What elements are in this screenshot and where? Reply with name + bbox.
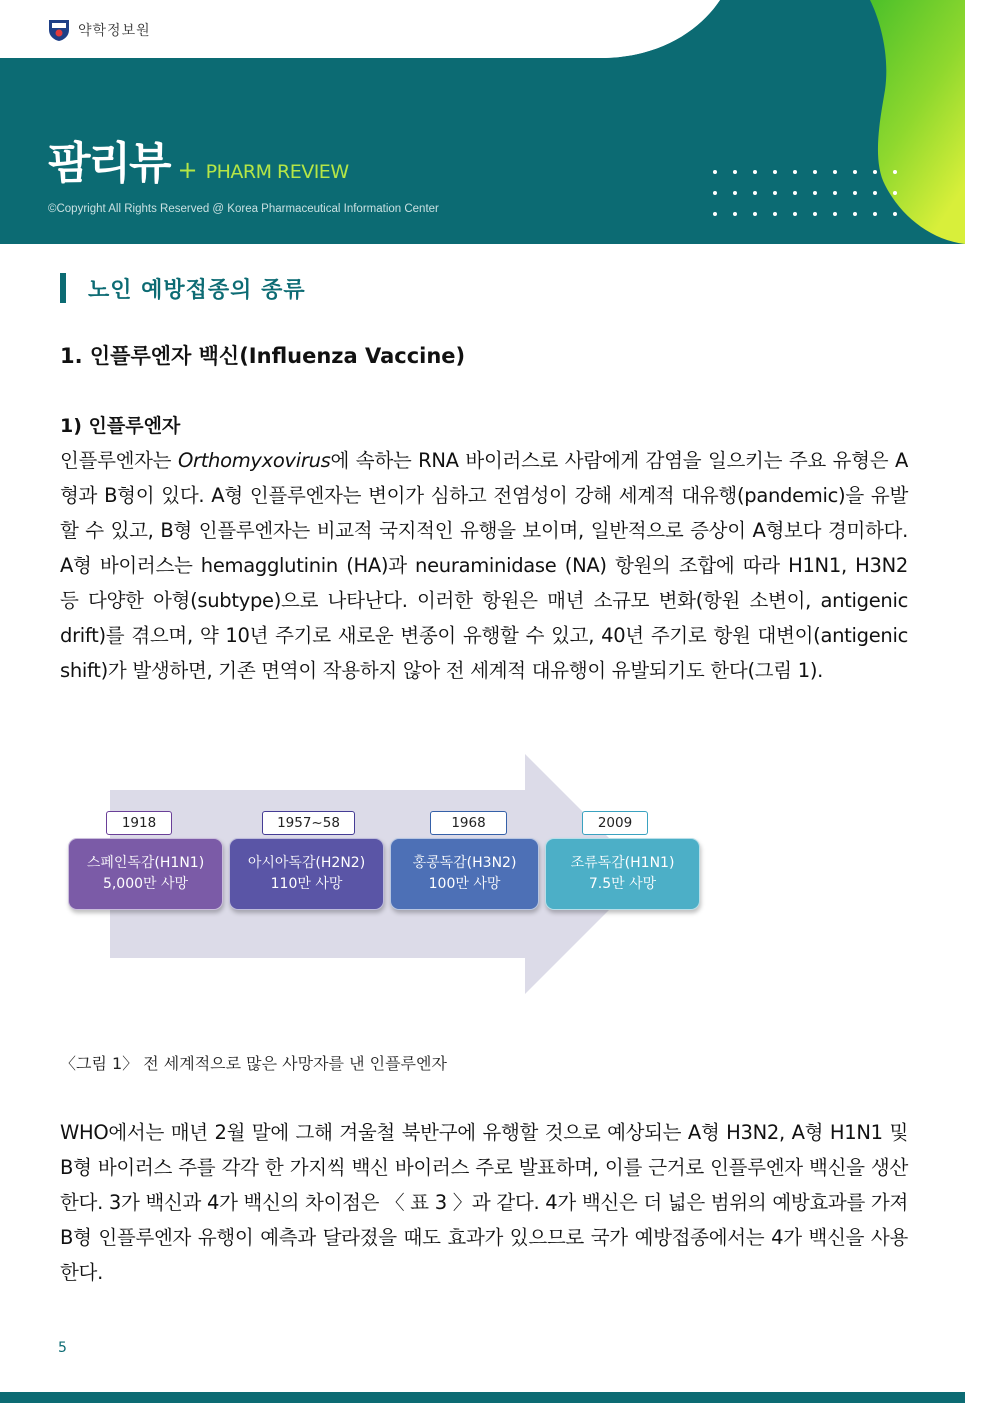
page-number: 5 [58, 1340, 67, 1356]
pandemic-name: 스페인독감(H1N1) [86, 855, 205, 871]
timeline-year-label: 1918 [106, 811, 172, 835]
timeline-year-label: 2009 [582, 811, 648, 835]
brand-plus: + [177, 156, 198, 184]
brand-title: 팜리뷰 [48, 138, 170, 189]
brand-subtitle: PHARM REVIEW [205, 161, 349, 183]
pandemic-event-box [545, 838, 700, 910]
pandemic-death-toll: 110만 사망 [270, 876, 343, 892]
pandemic-timeline-figure [0, 740, 992, 1020]
copyright-notice: ©Copyright All Rights Reserved @ Korea Pharmaceutical Information Center [48, 203, 439, 215]
pandemic-event-box [390, 838, 539, 910]
pandemic-event-box [68, 838, 223, 910]
org-logo [48, 18, 151, 42]
pandemic-death-toll: 7.5만 사망 [588, 876, 657, 892]
page-header [0, 0, 992, 250]
dot-pattern-decoration [711, 168, 911, 224]
subheading-influenza: 1) 인플루엔자 [60, 415, 181, 437]
heading-influenza-vaccine: 1. 인플루엔자 백신(Influenza Vaccine) [60, 344, 466, 368]
paragraph-text-body: 에 속하는 RNA 바이러스로 사람에게 감염을 일으키는 주요 유형은 A형과 B형이 있다. A형 인플루엔자는 변이가 심하고 전염성이 강해 세계적 대유행(pandemic)을 유발할 수 있고, B형 인플루엔자는 비교적 국지적인 유행을 보이며, 일반적으로 증상이 A형보다 경미하다. A형 바이러스는 hemagglutinin (HA)과 neuraminidase (NA) 항원의 조합에 따라 H1N1, H3N2 등 다양한 아형(subtype)으로 나타난다. 이러한 항원은 매년 소규모 변화(항원 소변이, antigenic drift)를 겪으며, 약 10년 주기로 새로운 변종이 유행할 수 있고, 40년 주기로 항원 대변이(antigenic shift)가 발생하면, 기존 면역이 작용하지 않아 전 세계적 대유행이 유발되기도 한다(그림 1). [60, 449, 908, 682]
paragraph-influenza-overview [60, 443, 908, 688]
pandemic-name: 홍콩독감(H3N2) [412, 855, 517, 871]
virus-family-name: Orthomyxovirus [177, 449, 331, 472]
footer-bar [0, 1392, 965, 1403]
publication-brand [48, 138, 349, 189]
pandemic-name: 조류독감(H1N1) [570, 855, 675, 871]
pandemic-event-box [229, 838, 384, 910]
paragraph-text-prefix: 인플루엔자는 [60, 449, 178, 472]
section-title: 노인 예방접종의 종류 [88, 277, 306, 303]
section-heading [60, 272, 306, 304]
pandemic-death-toll: 100만 사망 [428, 876, 501, 892]
figure-caption: 〈그림 1〉 전 세계적으로 많은 사망자를 낸 인플루엔자 [60, 1054, 447, 1073]
paragraph-who-vaccine: WHO에서는 매년 2월 말에 그해 겨울철 북반구에 유행할 것으로 예상되는 A형 H3N2, A형 H1N1 및 B형 바이러스 주를 각각 한 가지씩 백신 바이러스 주로 발표하며, 이를 근거로 인플루엔자 백신을 생산한다. 3가 백신과 4가 백신의 차이점은 〈 표 3 〉과 같다. 4가 백신은 더 넓은 범위의 예방효과를 가져 B형 인플루엔자 유행이 예측과 달라졌을 때도 효과가 있으므로 국가 예방접종에서는 4가 백신을 사용한다. [60, 1121, 908, 1284]
shield-icon [48, 18, 70, 42]
org-name: 약학정보원 [78, 23, 151, 39]
timeline-year-label: 1957~58 [262, 811, 355, 835]
pandemic-name: 아시아독감(H2N2) [247, 855, 366, 871]
timeline-year-label: 1968 [430, 811, 507, 835]
pandemic-death-toll: 5,000만 사망 [102, 876, 189, 892]
section-marker-bar [60, 273, 66, 303]
